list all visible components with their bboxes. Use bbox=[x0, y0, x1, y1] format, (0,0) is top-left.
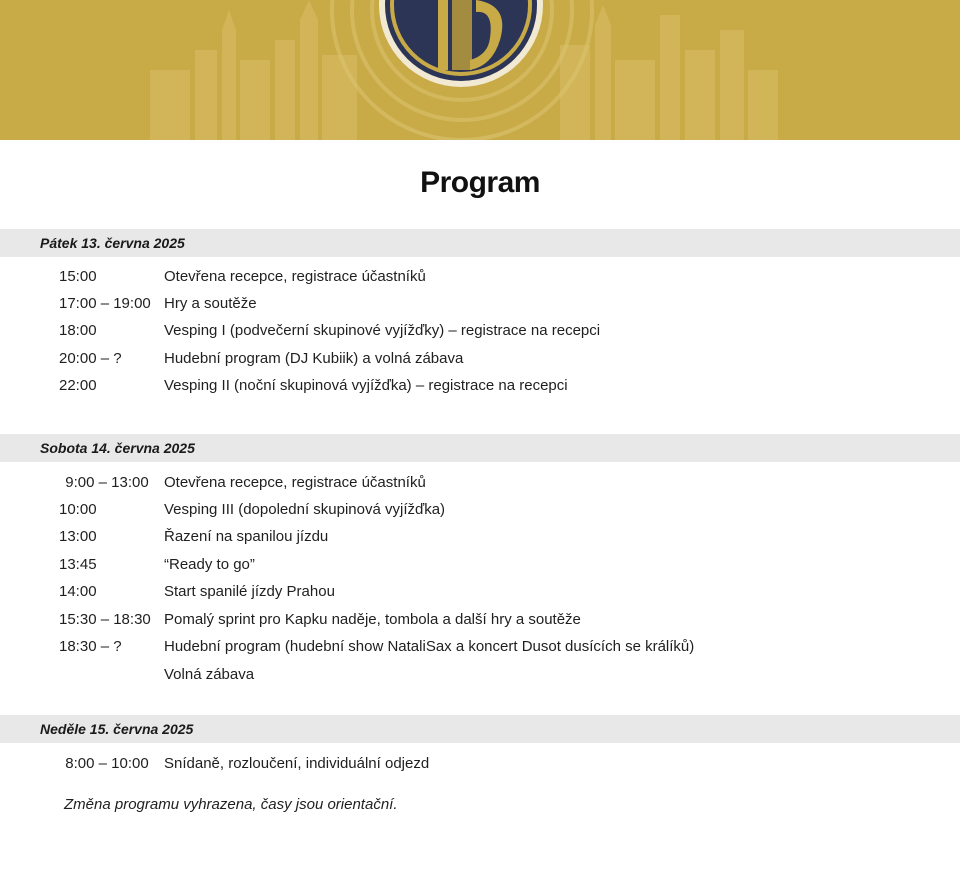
schedule-row bbox=[0, 633, 960, 660]
schedule-desc: Pomalý sprint pro Kapku naděje, tombola a další hry a soutěže bbox=[164, 611, 581, 628]
schedule-row bbox=[0, 290, 960, 317]
schedule-time: 14:00 bbox=[59, 583, 97, 600]
schedule-desc: Snídaně, rozloučení, individuální odjezd bbox=[164, 755, 430, 772]
schedule-desc: Řazení na spanilou jízdu bbox=[164, 528, 329, 545]
day-header-friday bbox=[0, 229, 960, 257]
schedule-time: 10:00 bbox=[59, 501, 97, 518]
schedule-row bbox=[0, 372, 960, 399]
schedule-desc: Hry a soutěže bbox=[164, 295, 257, 312]
schedule-time: 9:00 – 13:00 bbox=[65, 474, 149, 491]
schedule-time: 15:00 bbox=[59, 268, 97, 285]
event-logo-icon bbox=[379, 0, 543, 87]
day-label: Neděle 15. června 2025 bbox=[40, 721, 194, 737]
day-label: Pátek 13. června 2025 bbox=[40, 235, 185, 251]
schedule-time: 15:30 – 18:30 bbox=[59, 611, 151, 628]
schedule-row bbox=[0, 551, 960, 578]
schedule-row bbox=[0, 263, 960, 290]
schedule-row bbox=[0, 661, 960, 688]
schedule-desc: Hudební program (DJ Kubiik) a volná zábava bbox=[164, 350, 464, 367]
schedule-row bbox=[0, 523, 960, 550]
schedule-time: 13:00 bbox=[59, 528, 97, 545]
schedule-row bbox=[0, 578, 960, 605]
header-banner bbox=[0, 0, 960, 140]
schedule-time: 17:00 – 19:00 bbox=[59, 295, 151, 312]
schedule-desc: “Ready to go” bbox=[164, 556, 255, 573]
schedule-row bbox=[0, 469, 960, 496]
program-note: Změna programu vyhrazena, časy jsou orientační. bbox=[64, 796, 398, 813]
schedule-time: 18:30 – ? bbox=[59, 638, 122, 655]
schedule-desc: Hudební program (hudební show NataliSax a koncert Dusot dusících se králíků) bbox=[164, 638, 695, 655]
schedule-time: 22:00 bbox=[59, 377, 97, 394]
schedule-time: 8:00 – 10:00 bbox=[65, 755, 149, 772]
schedule-desc: Vesping I (podvečerní skupinové vyjížďky) – registrace na recepci bbox=[164, 322, 601, 339]
schedule-row bbox=[0, 496, 960, 523]
schedule-time: 20:00 – ? bbox=[59, 350, 122, 367]
city-skyline-graphic bbox=[0, 0, 960, 140]
schedule-time: 13:45 bbox=[59, 556, 97, 573]
schedule-desc: Otevřena recepce, registrace účastníků bbox=[164, 474, 426, 491]
page-title: Program bbox=[420, 166, 540, 199]
schedule-desc: Volná zábava bbox=[164, 666, 255, 683]
schedule-desc: Vesping II (noční skupinová vyjížďka) – registrace na recepci bbox=[164, 377, 568, 394]
day-header-saturday bbox=[0, 434, 960, 462]
schedule-desc: Start spanilé jízdy Prahou bbox=[164, 583, 335, 600]
schedule-row bbox=[0, 317, 960, 344]
schedule-desc: Otevřena recepce, registrace účastníků bbox=[164, 268, 426, 285]
schedule-desc: Vesping III (dopolední skupinová vyjížďka) bbox=[164, 501, 446, 518]
day-header-sunday bbox=[0, 715, 960, 743]
schedule-time: 18:00 bbox=[59, 322, 97, 339]
schedule-row bbox=[0, 750, 960, 777]
schedule-row bbox=[0, 345, 960, 372]
schedule-row bbox=[0, 606, 960, 633]
day-label: Sobota 14. června 2025 bbox=[40, 440, 195, 456]
